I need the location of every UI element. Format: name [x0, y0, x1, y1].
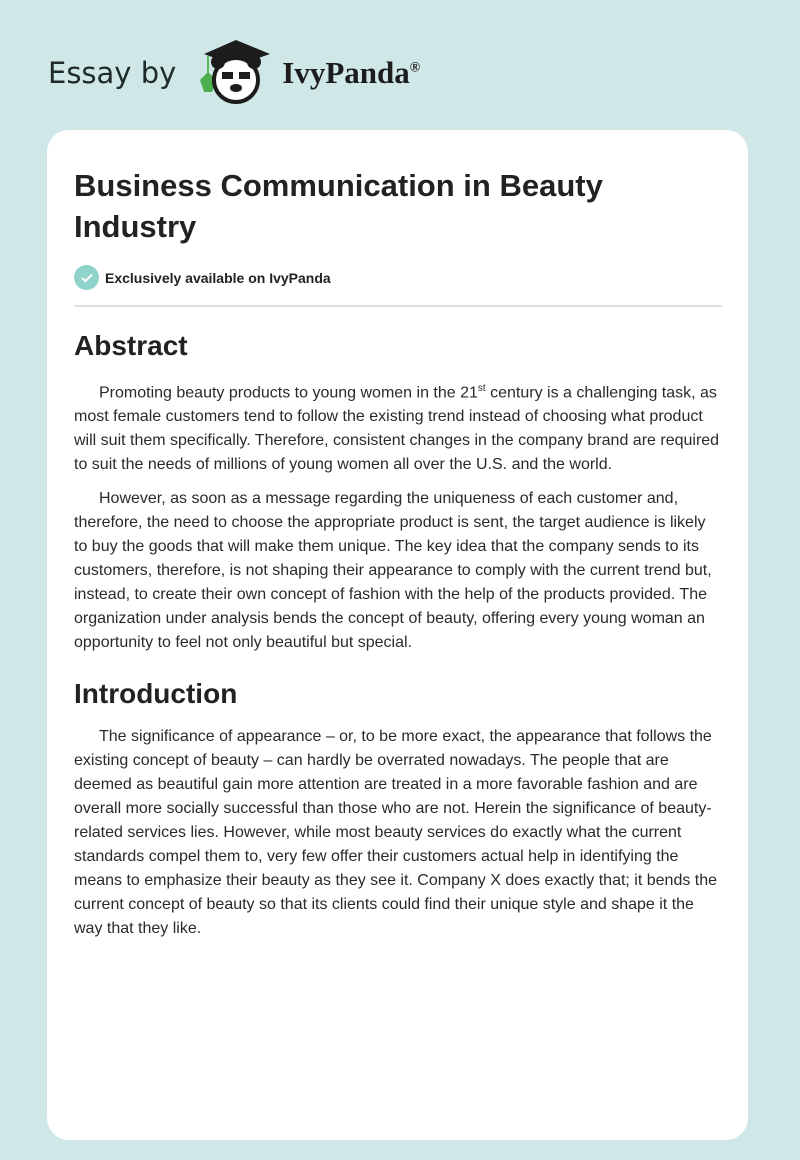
essay-card	[47, 130, 748, 1140]
exclusive-badge	[74, 265, 722, 290]
panda-logo-icon[interactable]	[194, 36, 274, 111]
section-heading-abstract: Abstract	[74, 330, 188, 361]
brand-text: IvyPanda	[282, 55, 410, 90]
paragraph: The significance of appearance – or, to be more exact, the appearance that follows the existing concept of beauty – can hardly be overrated nowadays. The people that are deemed as beautiful gain more attention are treated in a more favorable fashion and are overall more socially successful than those who are not. Herein the significance of beauty-related services lies. However, while most beauty services do exactly what the current standards compel them to, very few offer their customers actual help in identifying the means to emphasize their beauty as they see it. Company X does exactly that; it bends the current concept of beauty so that its clients could find their unique style and shape it the way that they like.	[74, 728, 718, 938]
essay-by-label: Essay by	[48, 56, 177, 90]
paragraph-text: century is a challenging task, as most female customers tend to follow the existing trend instead of choosing what product will suit them specifically. Therefore, consistent changes in the company brand are required to suit the needs of millions of young women all over the U.S. and the world.	[74, 384, 720, 474]
superscript: st	[477, 383, 486, 394]
section-heading-introduction: Introduction	[74, 678, 238, 710]
paragraph-text: Promoting beauty products to young women in the 21	[99, 384, 478, 402]
check-icon	[74, 265, 99, 290]
exclusive-label: Exclusively available on IvyPanda	[105, 269, 331, 286]
divider	[74, 305, 722, 307]
paragraph: However, as soon as a message regarding the uniqueness of each customer and, therefore, the need to choose the appropriate product is sent, the target audience is likely to buy the goods that will make them unique. The key idea that the company sends to its customers, therefore, is not shaping their appearance to comply with the current trend but, instead, to create their own concept of fashion with the help of the products provided. The organization under analysis bends the concept of beauty, offering every young woman an opportunity to feel not only beautiful but special.	[74, 490, 712, 652]
essay-title: Business Communication in Beauty Industry	[74, 168, 603, 244]
registered-mark: ®	[409, 60, 421, 76]
paragraph	[74, 377, 722, 477]
site-header	[48, 38, 420, 108]
brand-name[interactable]	[282, 55, 420, 91]
